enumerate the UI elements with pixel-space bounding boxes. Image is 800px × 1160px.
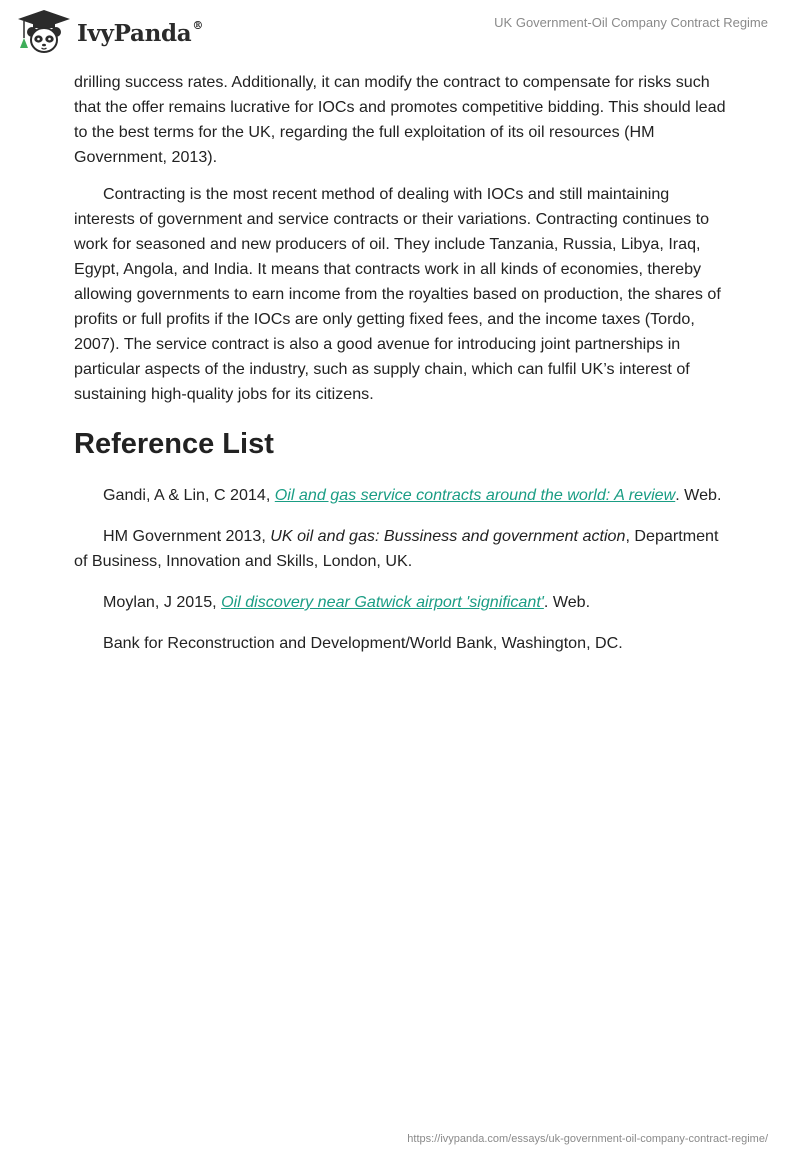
paragraph-contracting: Contracting is the most recent method of dealing with IOCs and still maintaining interests of government and service contracts or their variations. Contracting continues to work for seasoned and new producers of oil. They include Tanzania, Russia, Libya, Iraq, Egypt, Angola, and India. It means that contracts work in all kinds of economies, thereby allowing governments to earn income from the royalties based on production, the shares of profits or full profits if the IOCs are only getting fixed fees, and the income taxes (Tordo, 2007). The service contract is also a good avenue for introducing joint partnerships in particular aspects of the industry, such as supply chain, which can fulfil UK’s interest of sustaining high-quality jobs for its citizens. xyxy=(74,185,721,403)
reference-title: UK oil and gas: Bussiness and government action xyxy=(270,527,626,545)
reference-item: Moylan, J 2015, Oil discovery near Gatwick airport 'significant'. Web. xyxy=(103,593,591,611)
document-body xyxy=(74,70,726,672)
panda-graduate-icon xyxy=(16,8,72,56)
reference-item: Gandi, A & Lin, C 2014, Oil and gas service contracts around the world: A review. Web. xyxy=(103,486,722,504)
logo-text: IvyPanda® xyxy=(77,18,204,47)
registered-mark: ® xyxy=(192,18,204,32)
source-url[interactable]: https://ivypanda.com/essays/uk-government-oil-company-contract-regime/ xyxy=(407,1133,768,1145)
ivypanda-logo[interactable] xyxy=(16,8,203,56)
reference-item: Bank for Reconstruction and Development/World Bank, Washington, DC. xyxy=(103,634,623,652)
reference-link-gandi[interactable]: Oil and gas service contracts around the world: A review xyxy=(274,486,676,504)
paragraph-continued: drilling success rates. Additionally, it can modify the contract to compensate for risks such that the offer remains lucrative for IOCs and promotes competitive bidding. This should lead to the best terms for the UK, regarding the full exploitation of its oil resources (HM Government, 2013). xyxy=(74,73,726,166)
reference-item: HM Government 2013, UK oil and gas: Bussiness and government action, Department of Business, Innovation and Skills, London, UK. xyxy=(74,527,719,570)
reference-link-moylan[interactable]: Oil discovery near Gatwick airport 'significant' xyxy=(221,593,544,611)
reference-list-heading: Reference List xyxy=(74,428,274,460)
document-title: UK Government-Oil Company Contract Regime xyxy=(494,15,768,30)
page-header xyxy=(0,0,800,70)
